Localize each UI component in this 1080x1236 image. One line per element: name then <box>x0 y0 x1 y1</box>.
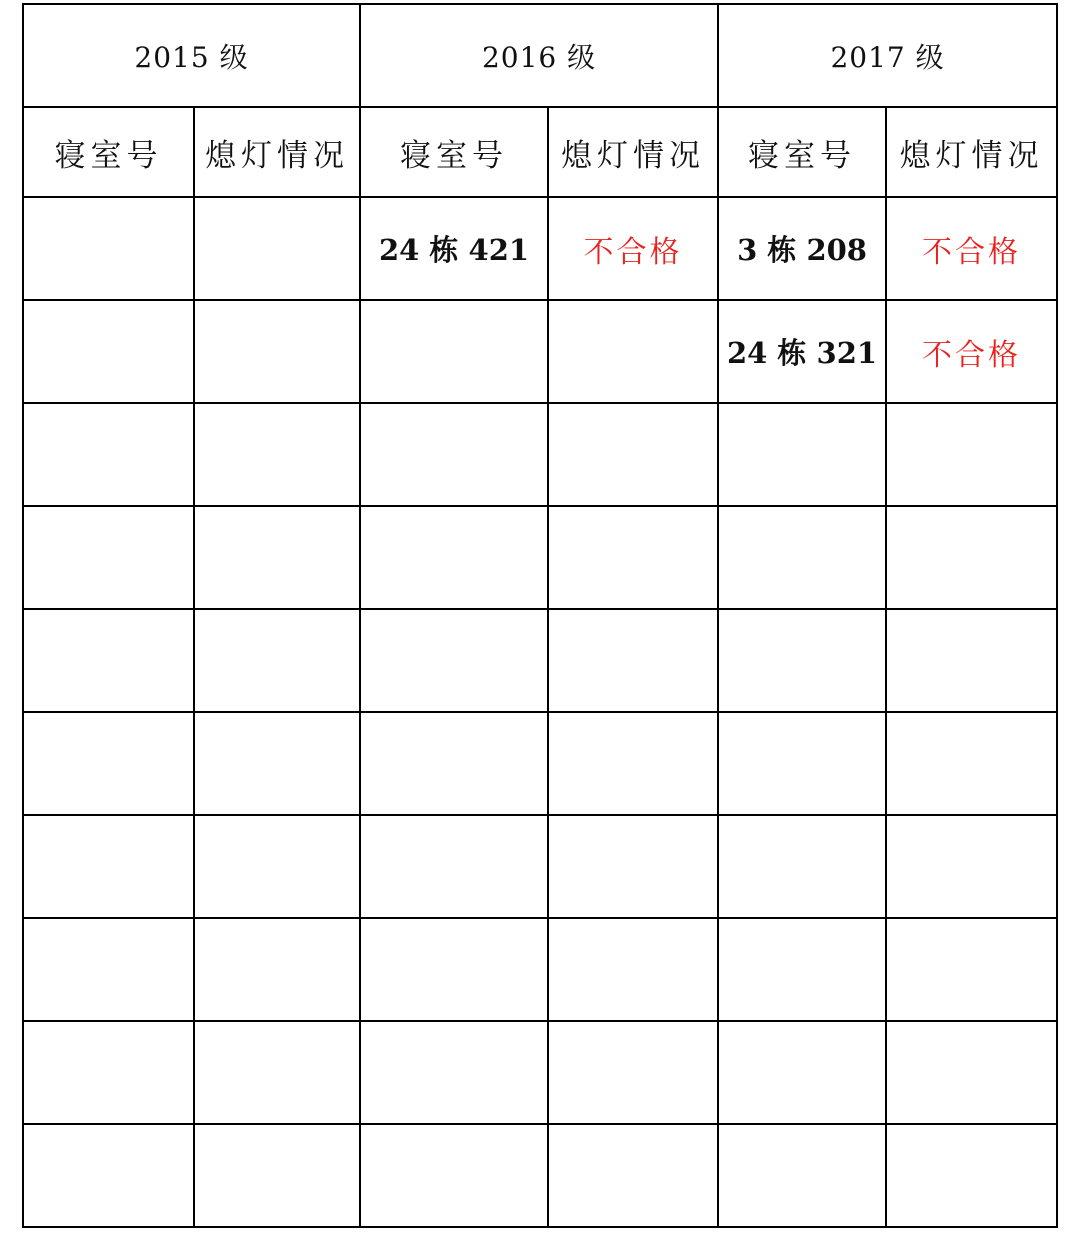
column-header-row <box>23 107 1057 197</box>
table-row <box>23 1021 1057 1124</box>
lights-out-status-cell <box>548 403 718 506</box>
lights-out-status-cell <box>886 300 1057 403</box>
room-number-cell <box>718 197 886 300</box>
lights-out-status-cell <box>194 300 360 403</box>
table-row <box>23 403 1057 506</box>
room-number-cell <box>360 506 548 609</box>
room-number: 3 栋 208 <box>737 233 867 267</box>
table-row <box>23 300 1057 403</box>
lights-out-status-cell <box>548 815 718 918</box>
room-number-cell <box>23 197 194 300</box>
lights-out-status-cell <box>194 918 360 1021</box>
room-number-cell <box>23 1124 194 1227</box>
lights-out-status-cell <box>886 815 1057 918</box>
room-number-cell <box>23 300 194 403</box>
lights-out-status-cell <box>194 403 360 506</box>
grade-header-2017: 2017 级 <box>718 4 1057 107</box>
room-number-cell <box>718 403 886 506</box>
lights-out-status-cell <box>194 506 360 609</box>
table-row <box>23 1124 1057 1227</box>
room-number: 24 栋 321 <box>726 336 878 370</box>
room-number-cell <box>23 1021 194 1124</box>
table-row <box>23 197 1057 300</box>
lights-out-status-cell <box>886 1124 1057 1227</box>
lights-out-status-header: 熄灯情况 <box>886 107 1057 197</box>
room-number-header: 寝室号 <box>718 107 886 197</box>
dorm-lights-out-inspection-table <box>22 3 1058 1228</box>
table-row <box>23 712 1057 815</box>
lights-out-status-cell <box>548 712 718 815</box>
lights-out-status-cell <box>886 197 1057 300</box>
lights-out-status-cell <box>548 300 718 403</box>
room-number-cell <box>360 403 548 506</box>
lights-out-status-cell <box>886 506 1057 609</box>
room-number-cell <box>360 815 548 918</box>
inspection-records <box>23 197 1057 1227</box>
lights-out-status: 不合格 <box>922 234 1022 270</box>
room-number-cell <box>360 712 548 815</box>
lights-out-status-header: 熄灯情况 <box>194 107 360 197</box>
lights-out-status-cell <box>194 712 360 815</box>
room-number-cell <box>718 300 886 403</box>
room-number-cell <box>360 1124 548 1227</box>
room-number-cell <box>23 918 194 1021</box>
grade-header-2015: 2015 级 <box>23 4 360 107</box>
room-number-header: 寝室号 <box>23 107 194 197</box>
room-number-cell <box>718 506 886 609</box>
lights-out-status-cell <box>194 609 360 712</box>
room-number-cell <box>360 300 548 403</box>
lights-out-status-cell <box>886 1021 1057 1124</box>
lights-out-status-cell <box>886 403 1057 506</box>
room-number-cell <box>718 815 886 918</box>
lights-out-status-cell <box>886 609 1057 712</box>
grade-header-2016: 2016 级 <box>360 4 718 107</box>
lights-out-status-cell <box>194 197 360 300</box>
lights-out-status-cell <box>548 197 718 300</box>
table-row <box>23 609 1057 712</box>
table-row <box>23 506 1057 609</box>
room-number-cell <box>718 712 886 815</box>
lights-out-status-cell <box>886 712 1057 815</box>
room-number-cell <box>23 712 194 815</box>
lights-out-status-cell <box>194 1124 360 1227</box>
lights-out-status-cell <box>548 506 718 609</box>
grade-header-row <box>23 4 1057 107</box>
room-number-cell <box>360 918 548 1021</box>
room-number: 24 栋 421 <box>378 233 530 267</box>
room-number-cell <box>360 1021 548 1124</box>
room-number-cell <box>718 1124 886 1227</box>
table-row <box>23 815 1057 918</box>
lights-out-status-header: 熄灯情况 <box>548 107 718 197</box>
room-number-cell <box>23 609 194 712</box>
lights-out-status-cell <box>548 1021 718 1124</box>
table-row <box>23 918 1057 1021</box>
lights-out-status-cell <box>548 918 718 1021</box>
room-number-cell <box>718 1021 886 1124</box>
room-number-cell <box>23 815 194 918</box>
lights-out-status-cell <box>886 918 1057 1021</box>
lights-out-status-cell <box>548 609 718 712</box>
lights-out-status-cell <box>548 1124 718 1227</box>
room-number-cell <box>718 609 886 712</box>
lights-out-status: 不合格 <box>583 234 683 270</box>
room-number-cell <box>360 609 548 712</box>
lights-out-status: 不合格 <box>922 337 1022 373</box>
room-number-cell <box>23 506 194 609</box>
room-number-cell <box>360 197 548 300</box>
room-number-header: 寝室号 <box>360 107 548 197</box>
lights-out-status-cell <box>194 1021 360 1124</box>
room-number-cell <box>23 403 194 506</box>
room-number-cell <box>718 918 886 1021</box>
lights-out-status-cell <box>194 815 360 918</box>
